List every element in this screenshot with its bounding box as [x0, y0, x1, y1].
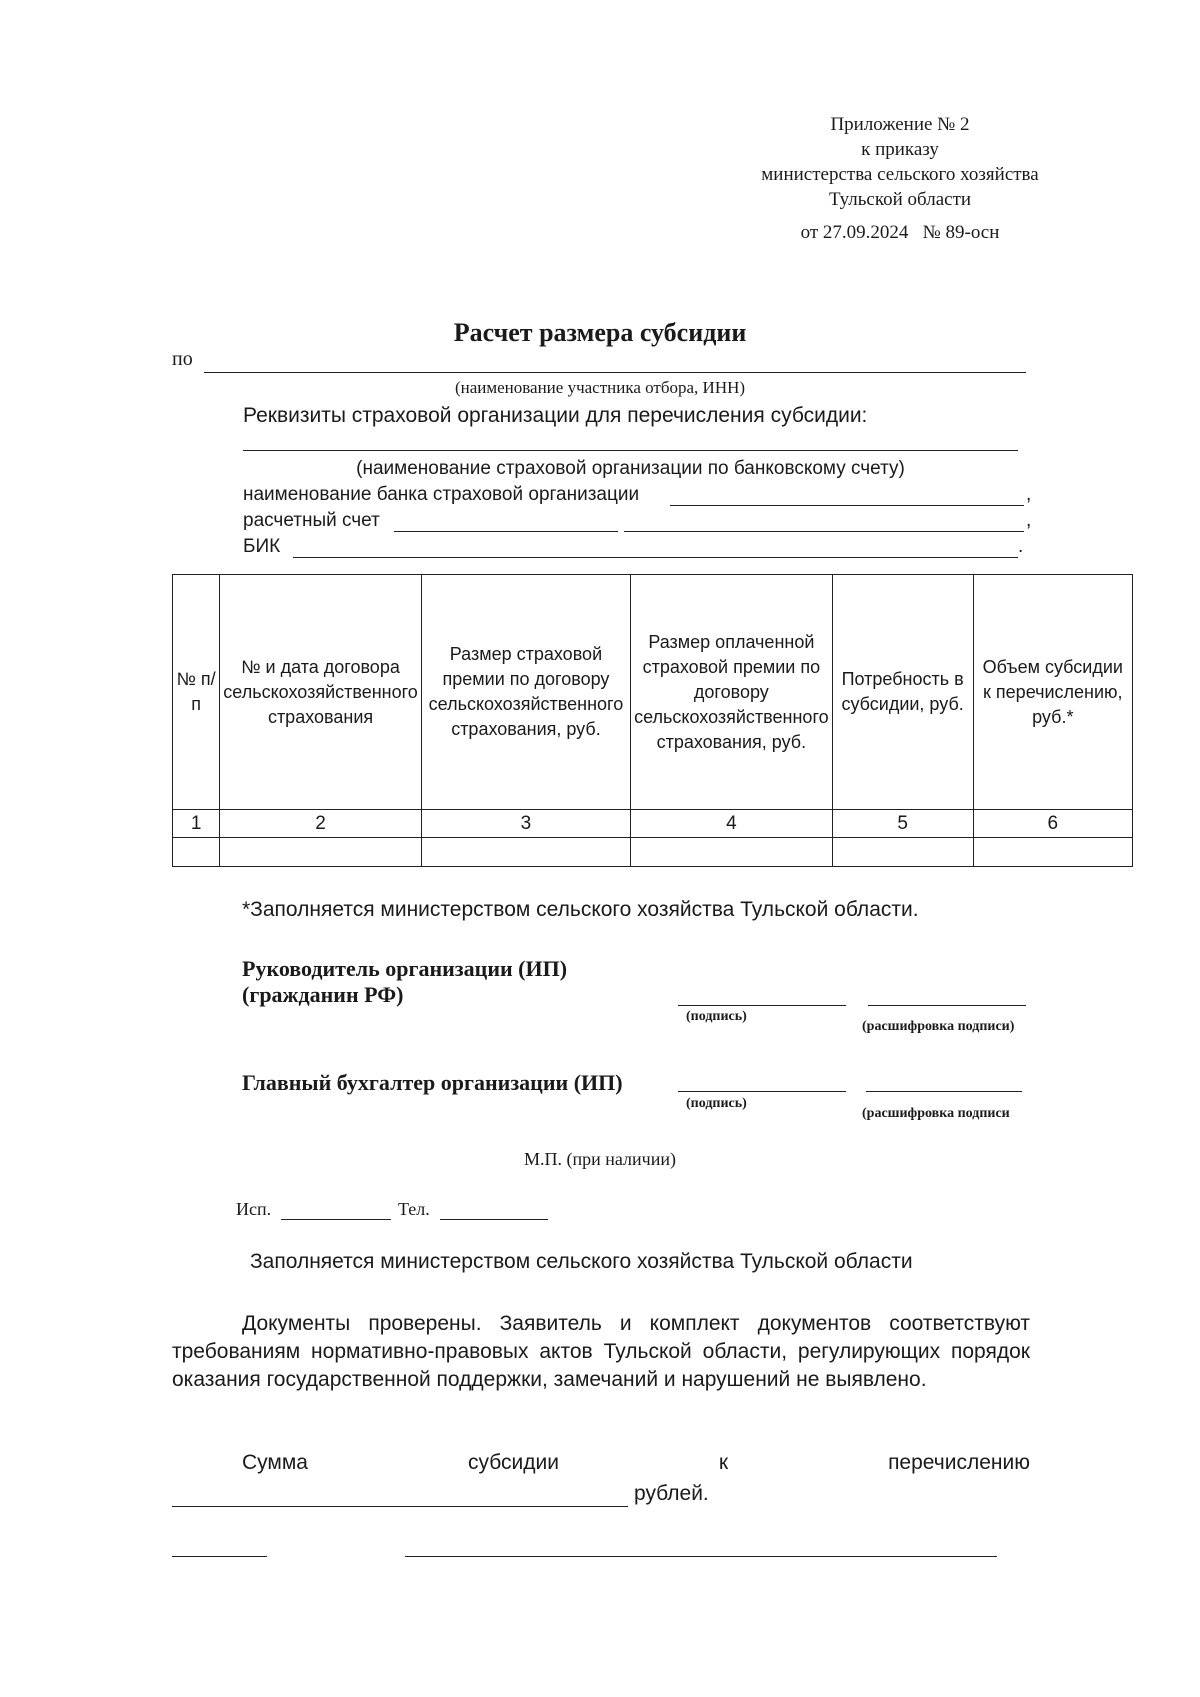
phone-label: Тел. — [398, 1199, 430, 1219]
account-field-part-1[interactable] — [394, 531, 618, 532]
accountant-decoding-field[interactable] — [866, 1091, 1022, 1092]
phone-field[interactable] — [440, 1219, 548, 1220]
insurer-caption: (наименование страховой организации по банковскому счету) — [356, 458, 905, 479]
header-cell: № п/п — [173, 575, 220, 810]
account-field-part-2[interactable] — [624, 531, 1024, 532]
sum-amount-field[interactable] — [172, 1506, 628, 1507]
annex-line-2: к приказу — [861, 139, 939, 160]
table-cell[interactable] — [220, 838, 422, 867]
header-cell: Размер страховой премии по договору сельскохозяйственного страхования, руб. — [421, 575, 630, 810]
subsidy-table — [172, 574, 1133, 867]
participant-name-field[interactable] — [204, 372, 1026, 373]
head-label-2: (гражданин РФ) — [242, 982, 404, 1007]
rubles-label: рублей. — [634, 1482, 709, 1505]
head-decoding-field[interactable] — [868, 1005, 1026, 1006]
head-label-1: Руководитель организации (ИП) — [242, 956, 568, 981]
bank-name-field[interactable] — [670, 505, 1024, 506]
accountant-signature-caption: (подпись) — [686, 1096, 747, 1111]
sum-word: субсидии — [467, 1451, 559, 1474]
column-number: 1 — [173, 810, 220, 838]
comma-1: , — [1026, 484, 1032, 505]
table-cell[interactable] — [421, 838, 630, 867]
column-number: 4 — [631, 810, 833, 838]
annex-order: от 27.09.2024 № 89-осн — [800, 222, 1000, 243]
sum-word: Сумма — [242, 1451, 308, 1474]
participant-caption: (наименование участника отбора, ИНН) — [454, 378, 746, 397]
comma-2: , — [1026, 510, 1032, 531]
table-row[interactable] — [173, 838, 1133, 867]
accountant-decoding-caption: (расшифровка подписи — [862, 1106, 1010, 1121]
by-prefix: по — [172, 348, 193, 370]
insurer-name-field[interactable] — [243, 450, 1018, 451]
period: . — [1018, 536, 1024, 557]
executor-label: Исп. — [236, 1199, 272, 1219]
checked-paragraph — [172, 1310, 1030, 1394]
table-header-row — [173, 575, 1133, 810]
bik-field[interactable] — [293, 557, 1018, 558]
table-cell[interactable] — [832, 838, 973, 867]
sum-row — [242, 1451, 1030, 1475]
bottom-signature-field[interactable] — [405, 1556, 997, 1557]
document-title: Расчет размера субсидии — [453, 318, 747, 347]
table-cell[interactable] — [973, 838, 1132, 867]
column-number: 3 — [421, 810, 630, 838]
annex-block — [700, 112, 1100, 245]
accountant-signature-field[interactable] — [678, 1091, 846, 1092]
header-cell: Объем субсидии к перечислению, руб.* — [973, 575, 1132, 810]
annex-line-1: Приложение № 2 — [830, 114, 970, 135]
footnote: *Заполняется министерством сельского хозяйства Тульской области. — [242, 898, 919, 921]
bottom-date-field[interactable] — [172, 1556, 267, 1557]
seal-note: М.П. (при наличии) — [524, 1149, 676, 1169]
column-number: 6 — [973, 810, 1132, 838]
column-number: 5 — [832, 810, 973, 838]
sum-word: перечислению — [888, 1451, 1030, 1474]
account-label: расчетный счет — [243, 510, 380, 531]
head-signature-caption: (подпись) — [686, 1009, 747, 1024]
checked-text: Документы проверены. Заявитель и комплект документов соответствуют требованиям нормативно-правовых актов Тульской области, регулирующих порядок оказания государственной поддержки, замечаний и нарушений не выявлено. — [172, 1312, 1030, 1391]
executor-field[interactable] — [281, 1219, 391, 1220]
header-cell: № и дата договора сельскохозяйственного страхования — [220, 575, 422, 810]
sum-word: к — [718, 1451, 729, 1474]
bank-name-label: наименование банка страховой организации — [243, 484, 640, 505]
header-cell: Размер оплаченной страховой премии по договору сельскохозяйственного страхования, руб. — [631, 575, 833, 810]
ministry-section-title: Заполняется министерством сельского хозяйства Тульской области — [250, 1250, 913, 1273]
head-signature-field[interactable] — [678, 1005, 846, 1006]
table-cell[interactable] — [631, 838, 833, 867]
bik-label: БИК — [243, 536, 281, 557]
accountant-label: Главный бухгалтер организации (ИП) — [242, 1070, 623, 1095]
table-number-row — [173, 810, 1133, 838]
table-cell[interactable] — [173, 838, 220, 867]
head-decoding-caption: (расшифровка подписи) — [862, 1019, 1015, 1034]
header-cell: Потребность в субсидии, руб. — [832, 575, 973, 810]
column-number: 2 — [220, 810, 422, 838]
annex-line-3: министерства сельского хозяйства — [761, 164, 1039, 185]
annex-line-4: Тульской области — [828, 189, 972, 210]
requisites-heading: Реквизиты страховой организации для перечисления субсидии: — [243, 404, 868, 427]
